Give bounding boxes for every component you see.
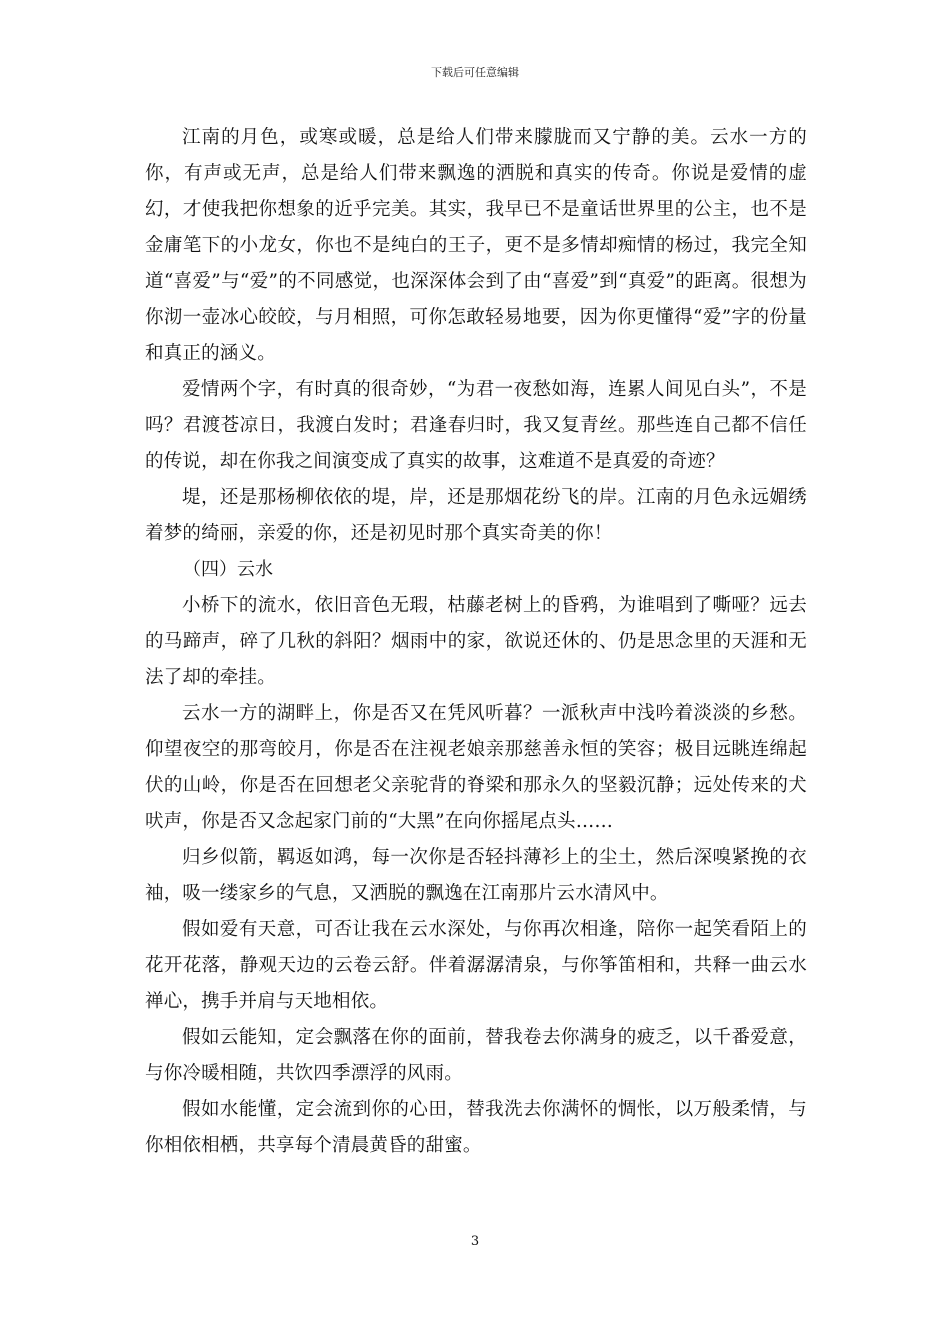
- paragraph: 小桥下的流水，依旧音色无瑕，枯藤老树上的昏鸦，为谁唱到了嘶哑？远去的马蹄声，碎了几秋的斜阳？烟雨中的家，欲说还休的、仍是思念里的天涯和无法了却的牵挂。: [145, 595, 807, 688]
- paragraph: 爱情两个字，有时真的很奇妙，“为君一夜愁如海，连累人间见白头”，不是吗？君渡苍凉日，我渡白发时；君逢春归时，我又复青丝。那些连自己都不信任的传说，却在你我之间演变成了真实的故事，这难道不是真爱的奇迹？: [145, 379, 807, 472]
- paragraph: 堤，还是那杨柳依依的堤，岸，还是那烟花纷飞的岸。江南的月色永远媚绣着梦的绮丽，亲爱的你，还是初见时那个真实奇美的你！: [145, 487, 807, 544]
- paragraph: 归乡似箭，羁返如鸿，每一次你是否轻抖薄衫上的尘土，然后深嗅紧挽的衣袖，吸一缕家乡的气息，又洒脱的飘逸在江南那片云水清风中。: [145, 847, 807, 904]
- page-number: 3: [470, 1234, 480, 1249]
- paragraph: 假如水能懂，定会流到你的心田，替我洗去你满怀的惆怅，以万般柔情，与你相依相栖，共享每个清晨黄昏的甜蜜。: [145, 1099, 807, 1156]
- section-heading: （四）云水: [183, 559, 273, 580]
- page-header: 下载后可任意编辑: [431, 66, 519, 79]
- paragraph: 江南的月色，或寒或暖，总是给人们带来朦胧而又宁静的美。云水一方的你，有声或无声，总是给人们带来飘逸的洒脱和真实的传奇。你说是爱情的虚幻，才使我把你想象的近乎完美。其实，我早已不是童话世界里的公主，也不是金庸笔下的小龙女，你也不是纯白的王子，更不是多情却痴情的杨过，我完全知道“喜爱”与“爱”的不同感觉，也深深体会到了由“喜爱”到“真爱”的距离。很想为你沏一壶冰心皎皎，与月相照，可你怎敢轻易地要，因为你更懂得“爱”字的份量和真正的涵义。: [145, 127, 807, 364]
- paragraph: 云水一方的湖畔上，你是否又在凭风听暮？一派秋声中浅吟着淡淡的乡愁。仰望夜空的那弯皎月，你是否在注视老娘亲那慈善永恒的笑容；极目远眺连绵起伏的山岭，你是否在回想老父亲驼背的脊梁和那永久的坚毅沉静；远处传来的犬吠声，你是否又念起家门前的“大黑”在向你摇尾点头……: [145, 703, 807, 832]
- paragraph: 假如云能知，定会飘落在你的面前，替我卷去你满身的疲乏，以千番爱意，与你冷暖相随，共饮四季漂浮的风雨。: [145, 1027, 807, 1084]
- paragraph: 假如爱有天意，可否让我在云水深处，与你再次相逢，陪你一起笑看陌上的花开花落，静观天边的云卷云舒。伴着潺潺清泉，与你筝笛相和，共释一曲云水禅心，携手并肩与天地相依。: [145, 919, 807, 1012]
- document-body: [145, 120, 807, 1164]
